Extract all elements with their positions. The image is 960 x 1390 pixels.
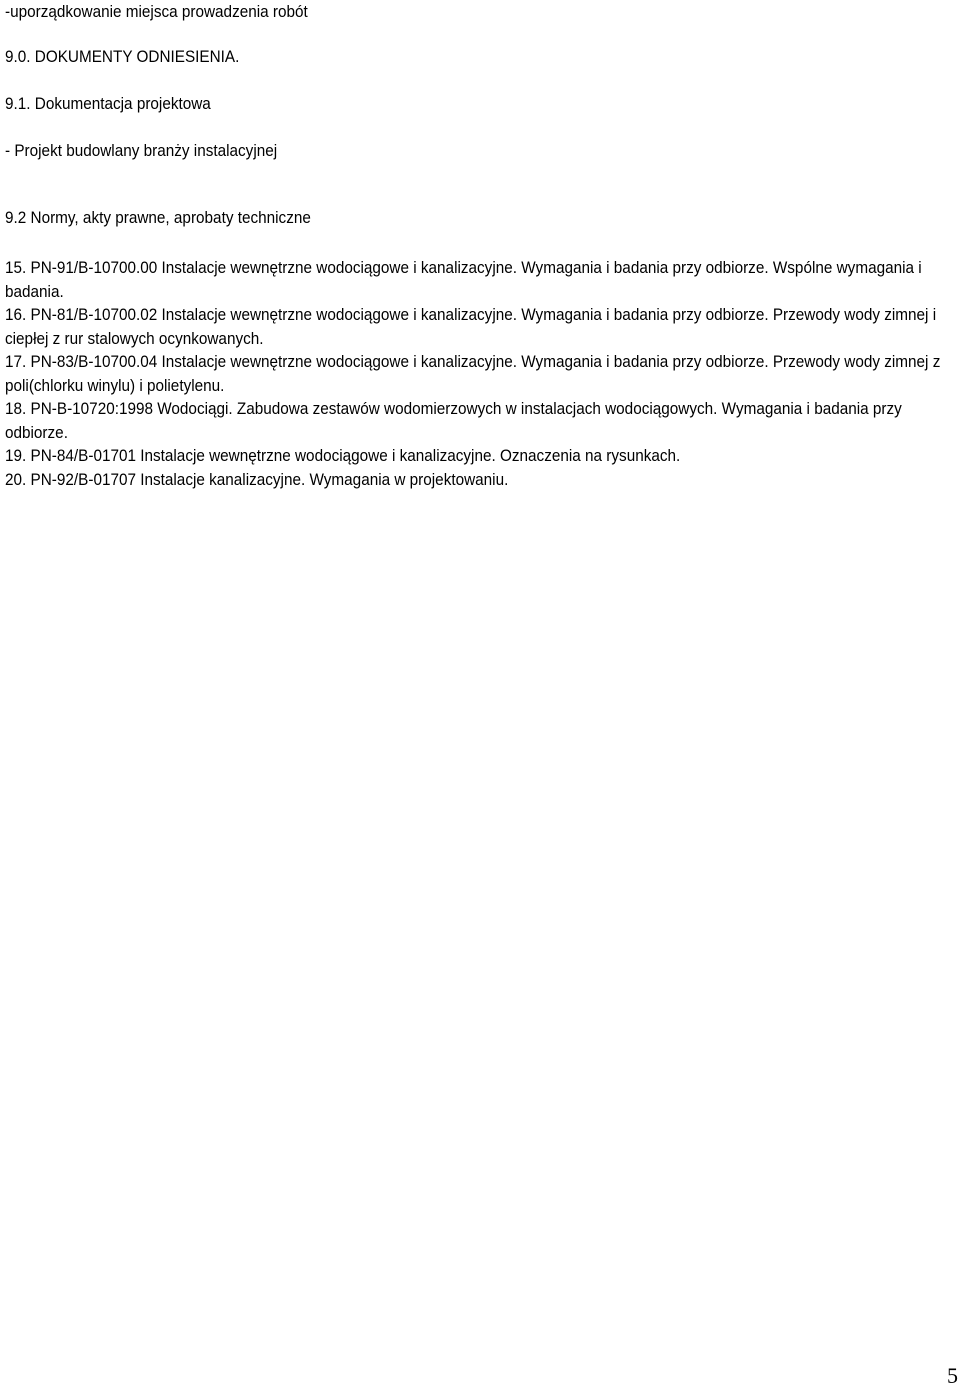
page-number: 5 xyxy=(947,1363,958,1388)
section-heading-9-1: 9.1. Dokumentacja projektowa xyxy=(5,94,211,113)
norms-list xyxy=(5,256,959,491)
section-heading-9-0: 9.0. DOKUMENTY ODNIESIENIA. xyxy=(5,47,240,66)
norm-item-20: 20. PN-92/B-01707 Instalacje kanalizacyjne. Wymagania w projektowaniu. xyxy=(5,469,509,489)
norm-item-15: 15. PN-91/B-10700.00 Instalacje wewnętrzne wodociągowe i kanalizacyjne. Wymagania i badania przy odbiorze. Wspólne wymagania i badania. xyxy=(5,258,922,301)
norm-item-16: 16. PN-81/B-10700.02 Instalacje wewnętrzne wodociągowe i kanalizacyjne. Wymagania i badania przy odbiorze. Przewody wody zimnej i ciepłej z rur stalowych ocynkowanych. xyxy=(5,305,937,348)
project-list-item: - Projekt budowlany branży instalacyjnej xyxy=(5,141,278,160)
norm-item-18: 18. PN-B-10720:1998 Wodociągi. Zabudowa zestawów wodomierzowych w instalacjach wodociągowych. Wymagania i badania przy odbiorze. xyxy=(5,399,902,442)
norm-item-19: 19. PN-84/B-01701 Instalacje wewnętrzne wodociągowe i kanalizacyjne. Oznaczenia na rysunkach. xyxy=(5,446,681,465)
norm-item-17: 17. PN-83/B-10700.04 Instalacje wewnętrzne wodociągowe i kanalizacyjne. Wymagania i badania przy odbiorze. Przewody wody zimnej z poli(chlorku winylu) i polietylenu. xyxy=(5,352,941,395)
section-heading-9-2: 9.2 Normy, akty prawne, aprobaty techniczne xyxy=(5,208,311,227)
intro-line: -uporządkowanie miejsca prowadzenia robót xyxy=(5,2,308,21)
